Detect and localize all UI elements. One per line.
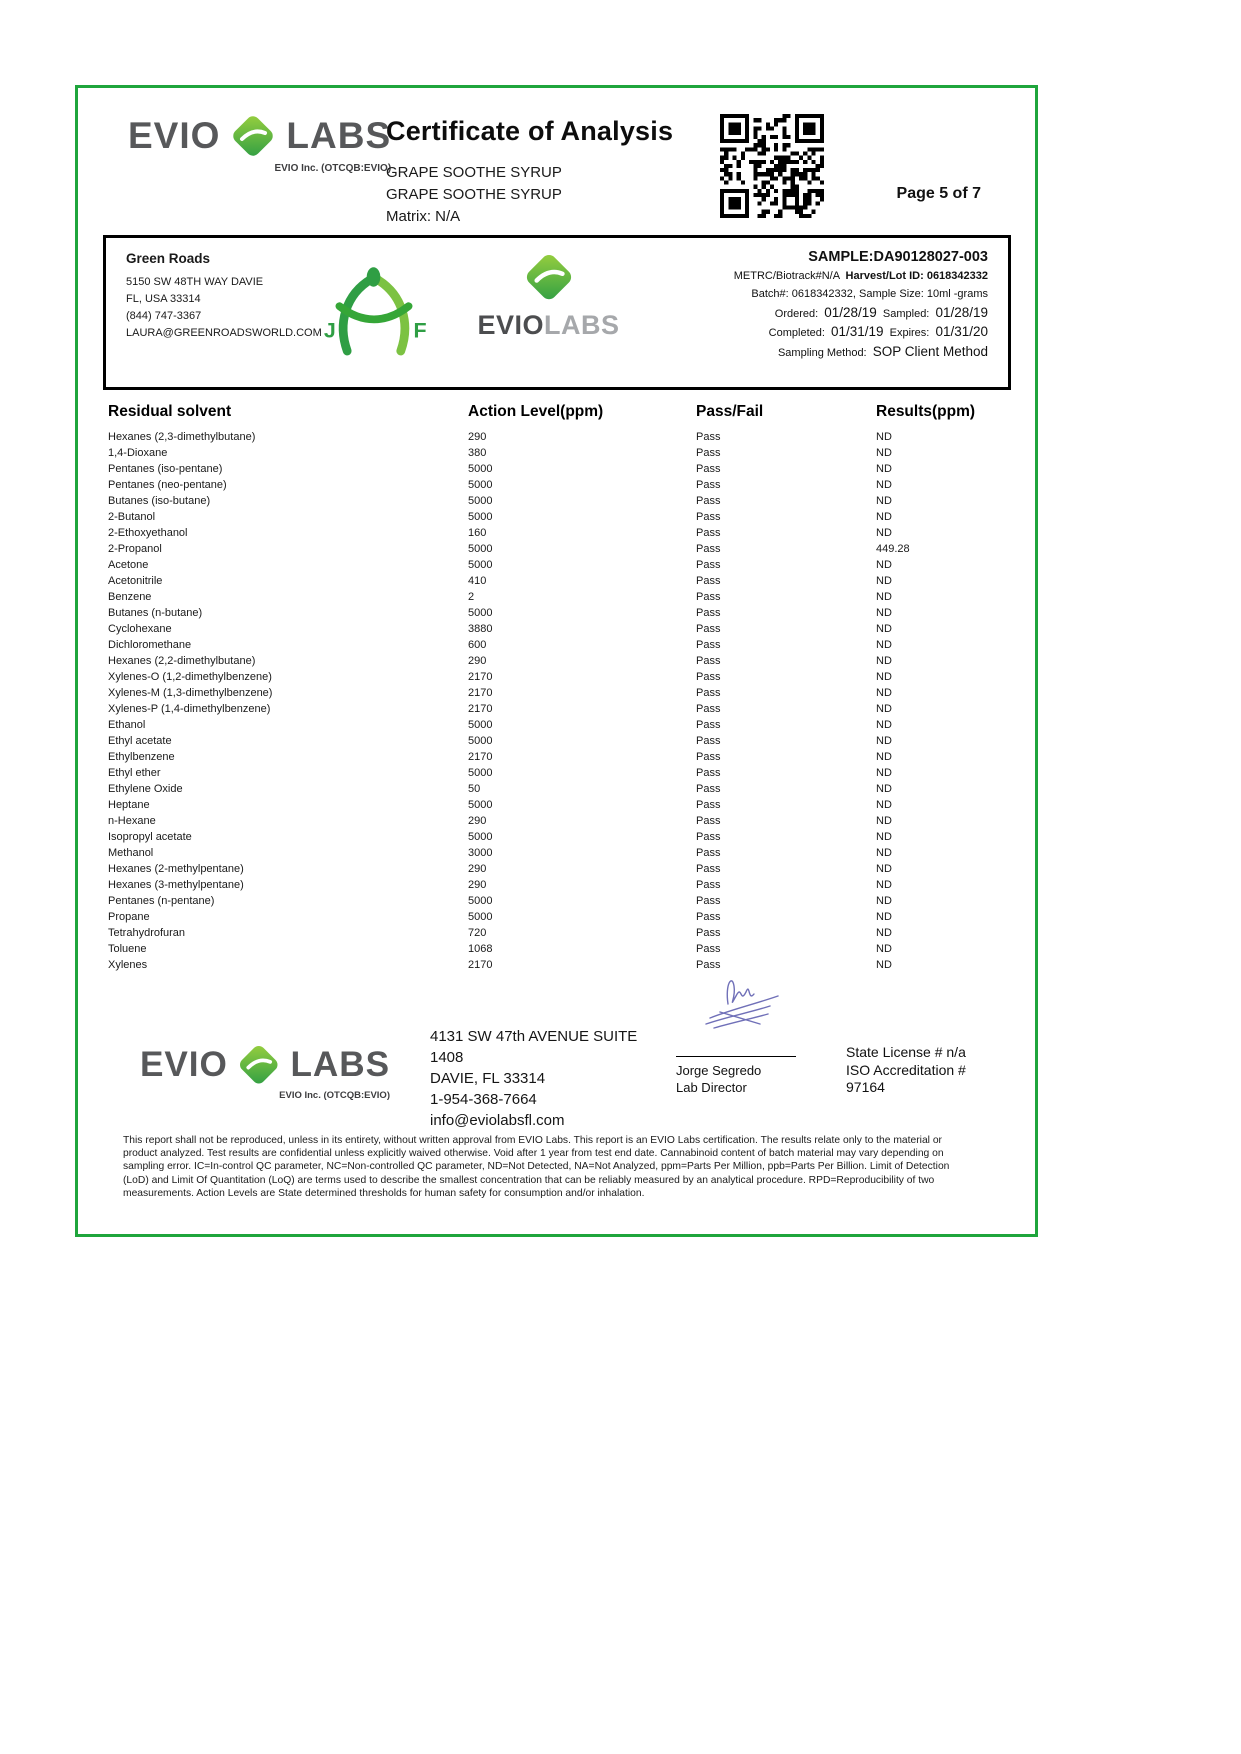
result: ND bbox=[876, 495, 892, 507]
eviolabs-center-logo bbox=[451, 248, 646, 339]
center-logo-evio-text: EVIO bbox=[477, 310, 545, 340]
action-level: 5000 bbox=[468, 767, 493, 779]
signer-name: Jorge Segredo bbox=[676, 1063, 762, 1078]
solvent-name: Ethyl acetate bbox=[108, 735, 172, 747]
completed-label: Completed: bbox=[768, 327, 825, 339]
solvent-name: Xylenes-P (1,4-dimethylbenzene) bbox=[108, 703, 271, 715]
pass-fail: Pass bbox=[696, 559, 721, 571]
qr-code bbox=[713, 114, 831, 218]
pass-fail: Pass bbox=[696, 575, 721, 587]
pass-fail: Pass bbox=[696, 527, 721, 539]
result: ND bbox=[876, 511, 892, 523]
action-level: 5000 bbox=[468, 735, 493, 747]
pass-fail: Pass bbox=[696, 671, 721, 683]
table-header-row bbox=[108, 403, 1013, 429]
sampled-label: Sampled: bbox=[882, 307, 930, 320]
result: ND bbox=[876, 687, 892, 699]
pass-fail: Pass bbox=[696, 463, 721, 475]
pass-fail: Pass bbox=[696, 879, 721, 891]
product-name-line1: GRAPE SOOTHE SYRUP bbox=[386, 164, 562, 181]
col-header-pass-fail: Pass/Fail bbox=[696, 403, 764, 420]
table-row bbox=[108, 589, 1013, 605]
action-level: 5000 bbox=[468, 559, 493, 571]
solvent-name: Butanes (n-butane) bbox=[108, 607, 203, 619]
solvent-name: 2-Ethoxyethanol bbox=[108, 527, 188, 539]
table-row bbox=[108, 429, 1013, 445]
signer-block bbox=[676, 1056, 796, 1096]
action-level: 5000 bbox=[468, 479, 493, 491]
result: ND bbox=[876, 783, 892, 795]
table-row bbox=[108, 941, 1013, 957]
pass-fail: Pass bbox=[696, 815, 721, 827]
sample-metadata bbox=[731, 248, 988, 362]
pass-fail: Pass bbox=[696, 479, 721, 491]
pass-fail: Pass bbox=[696, 751, 721, 763]
result: ND bbox=[876, 559, 892, 571]
state-license: State License # n/a bbox=[846, 1044, 966, 1060]
jf-certification-logo bbox=[318, 264, 430, 369]
result: ND bbox=[876, 447, 892, 459]
pass-fail: Pass bbox=[696, 767, 721, 779]
footer-logo-labs-text: LABS bbox=[290, 1044, 390, 1084]
solvent-name: Acetonitrile bbox=[108, 575, 163, 587]
action-level: 160 bbox=[468, 527, 487, 539]
solvent-name: Toluene bbox=[108, 943, 147, 955]
table-row bbox=[108, 765, 1013, 781]
client-address2: FL, USA 33314 bbox=[126, 293, 201, 305]
solvent-name: Xylenes-M (1,3-dimethylbenzene) bbox=[108, 687, 273, 699]
table-row bbox=[108, 477, 1013, 493]
pass-fail: Pass bbox=[696, 847, 721, 859]
result: ND bbox=[876, 671, 892, 683]
result: ND bbox=[876, 479, 892, 491]
table-row bbox=[108, 829, 1013, 845]
action-level: 290 bbox=[468, 863, 487, 875]
expires-label: Expires: bbox=[889, 327, 930, 339]
pass-fail: Pass bbox=[696, 927, 721, 939]
table-row bbox=[108, 621, 1013, 637]
table-row bbox=[108, 685, 1013, 701]
solvent-name: Cyclohexane bbox=[108, 623, 172, 635]
action-level: 410 bbox=[468, 575, 487, 587]
ordered-date: 01/28/19 bbox=[824, 304, 877, 320]
solvent-name: Butanes (iso-butane) bbox=[108, 495, 211, 507]
pass-fail: Pass bbox=[696, 511, 721, 523]
action-level: 2170 bbox=[468, 703, 493, 715]
solvent-name: Methanol bbox=[108, 847, 154, 859]
action-level: 290 bbox=[468, 879, 487, 891]
table-row bbox=[108, 717, 1013, 733]
page-title: Certificate of Analysis bbox=[386, 116, 674, 146]
solvent-name: 2-Butanol bbox=[108, 511, 156, 523]
solvent-name: Hexanes (3-methylpentane) bbox=[108, 879, 244, 891]
action-level: 3000 bbox=[468, 847, 493, 859]
table-row bbox=[108, 733, 1013, 749]
col-header-solvent: Residual solvent bbox=[108, 403, 232, 420]
sample-info-box bbox=[103, 235, 1011, 390]
pass-fail: Pass bbox=[696, 895, 721, 907]
ordered-line bbox=[731, 304, 988, 324]
iso-number: 97164 bbox=[846, 1079, 885, 1095]
footer-logo-evio-text: EVIO bbox=[140, 1044, 228, 1084]
result: ND bbox=[876, 639, 892, 651]
action-level: 2170 bbox=[468, 687, 493, 699]
sampled-date: 01/28/19 bbox=[935, 304, 988, 320]
pass-fail: Pass bbox=[696, 543, 721, 555]
lot-line bbox=[731, 267, 988, 286]
action-level: 5000 bbox=[468, 831, 493, 843]
pass-fail: Pass bbox=[696, 783, 721, 795]
pass-fail: Pass bbox=[696, 687, 721, 699]
table-row bbox=[108, 653, 1013, 669]
completed-date: 01/31/19 bbox=[831, 324, 884, 339]
result: ND bbox=[876, 863, 892, 875]
pass-fail: Pass bbox=[696, 623, 721, 635]
result: ND bbox=[876, 575, 892, 587]
result: ND bbox=[876, 879, 892, 891]
table-row bbox=[108, 909, 1013, 925]
solvent-name: Xylenes-O (1,2-dimethylbenzene) bbox=[108, 671, 272, 683]
solvent-name: Pentanes (n-pentane) bbox=[108, 895, 215, 907]
solvent-name: Ethylene Oxide bbox=[108, 783, 183, 795]
result: ND bbox=[876, 847, 892, 859]
action-level: 5000 bbox=[468, 719, 493, 731]
pass-fail: Pass bbox=[696, 607, 721, 619]
table-row bbox=[108, 637, 1013, 653]
result: ND bbox=[876, 703, 892, 715]
result: ND bbox=[876, 959, 892, 971]
table-row bbox=[108, 605, 1013, 621]
harvest-lot-id: Harvest/Lot ID: 0618342332 bbox=[845, 269, 988, 282]
logo-tagline: EVIO Inc. (OTCQB:EVIO) bbox=[274, 163, 392, 174]
ordered-label: Ordered: bbox=[774, 307, 819, 320]
action-level: 5000 bbox=[468, 495, 493, 507]
footer-logo-tagline: EVIO Inc. (OTCQB:EVIO) bbox=[279, 1090, 390, 1101]
result: ND bbox=[876, 527, 892, 539]
solvent-name: Hexanes (2,2-dimethylbutane) bbox=[108, 655, 256, 667]
result: ND bbox=[876, 623, 892, 635]
table-row bbox=[108, 541, 1013, 557]
metrc-label: METRC/Biotrack#N/A bbox=[733, 269, 840, 282]
evio-diamond-icon bbox=[520, 248, 578, 304]
action-level: 2170 bbox=[468, 959, 493, 971]
col-header-results: Results(ppm) bbox=[876, 403, 976, 420]
pass-fail: Pass bbox=[696, 431, 721, 443]
table-row bbox=[108, 461, 1013, 477]
table-row bbox=[108, 797, 1013, 813]
table-row bbox=[108, 701, 1013, 717]
solvent-name: Ethanol bbox=[108, 719, 146, 731]
table-row bbox=[108, 957, 1013, 973]
lab-address bbox=[430, 1026, 637, 1131]
table-row bbox=[108, 525, 1013, 541]
action-level: 380 bbox=[468, 447, 487, 459]
footer-evio-labs-logo bbox=[140, 1040, 390, 1088]
lab-email: info@eviolabsfl.com bbox=[430, 1112, 565, 1129]
iso-accreditation: ISO Accreditation # bbox=[846, 1061, 966, 1078]
expires-date: 01/31/20 bbox=[935, 324, 988, 339]
result: ND bbox=[876, 735, 892, 747]
result: ND bbox=[876, 591, 892, 603]
result: ND bbox=[876, 655, 892, 667]
table-row bbox=[108, 925, 1013, 941]
solvent-name: Isopropyl acetate bbox=[108, 831, 192, 843]
client-address1: 5150 SW 48TH WAY DAVIE bbox=[126, 276, 264, 288]
footer-evio-leaf-icon bbox=[234, 1040, 283, 1088]
table-row bbox=[108, 781, 1013, 797]
result: ND bbox=[876, 431, 892, 443]
solvent-name: Dichloromethane bbox=[108, 639, 192, 651]
logo-evio-text: EVIO bbox=[128, 114, 221, 156]
signer-title: Lab Director bbox=[676, 1080, 747, 1095]
table-row bbox=[108, 669, 1013, 685]
action-level: 5000 bbox=[468, 607, 493, 619]
evio-labs-logo bbox=[128, 110, 391, 160]
jf-letter-j: J bbox=[323, 318, 336, 343]
pass-fail: Pass bbox=[696, 655, 721, 667]
action-level: 2170 bbox=[468, 671, 493, 683]
solvent-name: 2-Propanol bbox=[108, 543, 162, 555]
action-level: 2170 bbox=[468, 751, 493, 763]
solvent-name: n-Hexane bbox=[108, 815, 156, 827]
page-number: Page 5 of 7 bbox=[896, 185, 981, 202]
sampling-method-value: SOP Client Method bbox=[872, 343, 988, 359]
action-level: 2 bbox=[468, 591, 475, 603]
action-level: 5000 bbox=[468, 543, 493, 555]
result: ND bbox=[876, 815, 892, 827]
solvent-name: Pentanes (neo-pentane) bbox=[108, 479, 227, 491]
header-logo bbox=[128, 110, 391, 174]
table-row bbox=[108, 877, 1013, 893]
logo-labs-text: LABS bbox=[286, 114, 392, 156]
result: ND bbox=[876, 911, 892, 923]
pass-fail: Pass bbox=[696, 831, 721, 843]
action-level: 5000 bbox=[468, 511, 493, 523]
pass-fail: Pass bbox=[696, 495, 721, 507]
result: ND bbox=[876, 719, 892, 731]
completed-line bbox=[731, 323, 988, 343]
signature-line bbox=[676, 1056, 796, 1057]
solvent-name: Propane bbox=[108, 911, 150, 923]
pass-fail: Pass bbox=[696, 735, 721, 747]
solvent-name: Acetone bbox=[108, 559, 149, 571]
lab-phone: 1-954-368-7664 bbox=[430, 1091, 537, 1108]
client-name: Green Roads bbox=[126, 251, 211, 266]
result: ND bbox=[876, 463, 892, 475]
lab-address-line1: 4131 SW 47th AVENUE SUITE bbox=[430, 1028, 638, 1045]
product-name-line2: GRAPE SOOTHE SYRUP bbox=[386, 186, 562, 203]
solvent-name: Hexanes (2-methylpentane) bbox=[108, 863, 244, 875]
table-row bbox=[108, 861, 1013, 877]
pass-fail: Pass bbox=[696, 863, 721, 875]
action-level: 720 bbox=[468, 927, 487, 939]
result: ND bbox=[876, 927, 892, 939]
pass-fail: Pass bbox=[696, 591, 721, 603]
solvent-name: Tetrahydrofuran bbox=[108, 927, 186, 939]
sampling-method-line bbox=[731, 343, 988, 363]
action-level: 290 bbox=[468, 431, 487, 443]
solvent-name: Ethylbenzene bbox=[108, 751, 175, 763]
residual-solvent-table bbox=[108, 403, 1013, 973]
action-level: 5000 bbox=[468, 799, 493, 811]
table-row bbox=[108, 845, 1013, 861]
table-row bbox=[108, 509, 1013, 525]
lab-address-line2: 1408 bbox=[430, 1049, 464, 1066]
action-level: 5000 bbox=[468, 911, 493, 923]
lab-address-line3: DAVIE, FL 33314 bbox=[430, 1070, 546, 1087]
result: ND bbox=[876, 751, 892, 763]
client-phone: (844) 747-3367 bbox=[126, 310, 202, 322]
action-level: 5000 bbox=[468, 895, 493, 907]
table-row bbox=[108, 893, 1013, 909]
client-email: LAURA@GREENROADSWORLD.COM bbox=[126, 327, 322, 339]
solvent-name: Ethyl ether bbox=[108, 767, 161, 779]
action-level: 290 bbox=[468, 815, 487, 827]
sampling-method-label: Sampling Method: bbox=[777, 346, 867, 359]
table-row bbox=[108, 557, 1013, 573]
page-frame bbox=[75, 85, 1038, 1237]
table-row bbox=[108, 573, 1013, 589]
result: ND bbox=[876, 895, 892, 907]
solvent-name: Hexanes (2,3-dimethylbutane) bbox=[108, 431, 256, 443]
solvent-name: Benzene bbox=[108, 591, 152, 603]
center-logo-labs-text: LABS bbox=[544, 310, 620, 340]
solvent-table-body bbox=[108, 429, 1013, 973]
pass-fail: Pass bbox=[696, 447, 721, 459]
action-level: 600 bbox=[468, 639, 487, 651]
batch-line: Batch#: 0618342332, Sample Size: 10ml -grams bbox=[751, 288, 988, 300]
table-row bbox=[108, 493, 1013, 509]
result: ND bbox=[876, 831, 892, 843]
footer-logo bbox=[140, 1040, 390, 1101]
col-header-action-level: Action Level(ppm) bbox=[468, 403, 604, 420]
result: ND bbox=[876, 943, 892, 955]
pass-fail: Pass bbox=[696, 719, 721, 731]
result: 449.28 bbox=[876, 543, 910, 555]
action-level: 50 bbox=[468, 783, 481, 795]
disclaimer-text: This report shall not be reproduced, unless in its entirety, without written approval from EVIO Labs. This report is an EVIO Labs certification. The results relate only to the material or product analyzed. Test results are confidential unless explicitly waived otherwise. Void after 1 year from test end date. Cannabinoid content of batch material may vary depending on sampling error. IC=In-control QC parameter, NC=Non-controlled QC parameter, ND=Not Detected, NA=Not Analyzed, ppm=Parts Per Million, ppb=Parts Per Billion. Limit of Detection (LoD) and Limit Of Quantitation (LoQ) are terms used to describe the smallest concentration that can be reliably measured by an analytical procedure. RPD=Reproducibility of two measurements. Action Levels are State determined thresholds for human safety for consumption and/or inhalation. bbox=[123, 1135, 950, 1199]
action-level: 5000 bbox=[468, 463, 493, 475]
product-block bbox=[386, 162, 562, 228]
lab-director-signature bbox=[690, 966, 785, 1046]
pass-fail: Pass bbox=[696, 943, 721, 955]
result: ND bbox=[876, 607, 892, 619]
result: ND bbox=[876, 767, 892, 779]
pass-fail: Pass bbox=[696, 911, 721, 923]
pass-fail: Pass bbox=[696, 639, 721, 651]
matrix-line: Matrix: N/A bbox=[386, 208, 461, 225]
action-level: 1068 bbox=[468, 943, 493, 955]
client-info bbox=[126, 250, 322, 342]
table-row bbox=[108, 813, 1013, 829]
solvent-name: Pentanes (iso-pentane) bbox=[108, 463, 223, 475]
sample-id: SAMPLE:DA90128027-003 bbox=[808, 249, 988, 265]
action-level: 3880 bbox=[468, 623, 493, 635]
jf-letter-f: F bbox=[413, 318, 427, 343]
pass-fail: Pass bbox=[696, 799, 721, 811]
license-block bbox=[846, 1044, 966, 1097]
action-level: 290 bbox=[468, 655, 487, 667]
pass-fail: Pass bbox=[696, 959, 721, 971]
evio-leaf-icon bbox=[227, 110, 279, 160]
result: ND bbox=[876, 799, 892, 811]
solvent-name: Xylenes bbox=[108, 959, 148, 971]
solvent-name: Heptane bbox=[108, 799, 150, 811]
pass-fail: Pass bbox=[696, 703, 721, 715]
solvent-name: 1,4-Dioxane bbox=[108, 447, 168, 459]
table-row bbox=[108, 749, 1013, 765]
table-row bbox=[108, 445, 1013, 461]
